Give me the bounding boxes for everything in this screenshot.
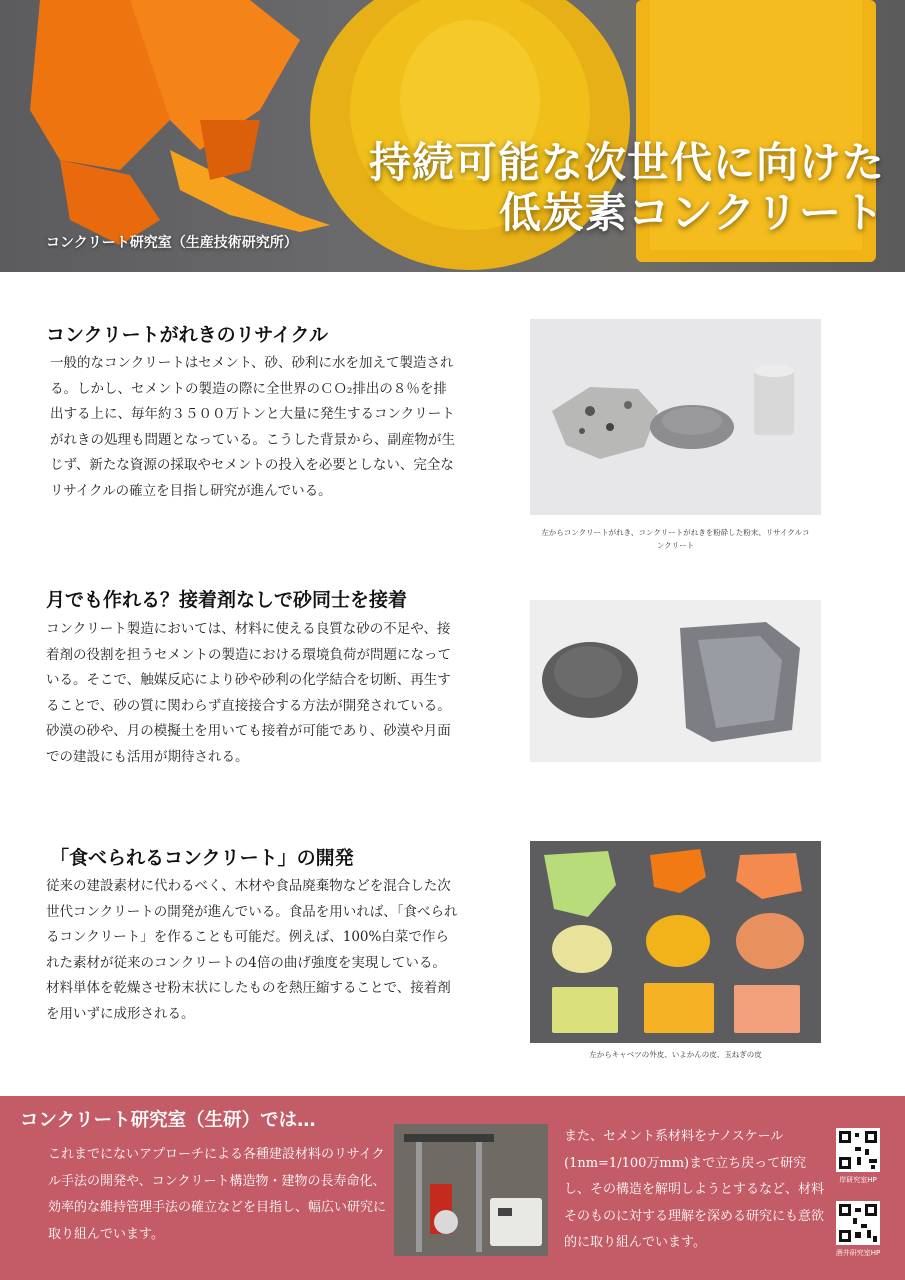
section-title-edible: 「食べられるコンクリート」の開発: [50, 847, 354, 869]
caption-edible: 左からキャベツの外皮、いよかんの皮、玉ねぎの皮: [589, 1050, 762, 1059]
hero-title-line1: 持続可能な次世代に向けた: [368, 138, 885, 187]
hero-banner: [0, 0, 905, 272]
photo-lab-equipment: [394, 1124, 548, 1256]
qr-code-kishi-lab[interactable]: [836, 1128, 880, 1172]
section-title-moon: 月でも作れる？接着剤なしで砂同士を接着: [46, 589, 408, 611]
qr-code-sakai-lab[interactable]: [836, 1201, 880, 1245]
photo-sand-bonding: [530, 600, 821, 762]
photo-food-concrete: [530, 841, 821, 1043]
section-body-edible: 従来の建設素材に代わるべく、木材や食品廃棄物などを混合した次世代コンクリートの開発が進んでいる。食品を用いれば、「食べられるコンクリート」を作ることも可能だ。例えば、100%白菜で作られた素材が従来のコンクリートの4倍の曲げ強度を実現している。材料単体を乾燥させ粉末状にしたものを熱圧縮することで、接着剤を用いずに成形される。: [46, 878, 458, 1022]
hero-title: [369, 138, 885, 238]
footer-title: コンクリート研究室（生研）では…: [20, 1110, 316, 1131]
section-body-moon: コンクリート製造においては、材料に使える良質な砂の不足や、接着剤の役割を担うセメントの製造における環境負荷が問題になっている。そこで、触媒反応により砂や砂利の化学結合を切断、再生することで、砂の質に関わらず直接接合する方法が開発されている。砂漠の砂や、月の模擬土を用いても接着が可能であり、砂漠や月面での建設にも活用が期待される。: [46, 621, 451, 765]
qr2-label: 酒井研究室HP: [835, 1249, 881, 1257]
lab-name: コンクリート研究室（生産技術研究所）: [46, 235, 298, 251]
section-body-recycle: 一般的なコンクリートはセメント、砂、砂利に水を加えて製造される。しかし、セメントの製造の際に全世界のＣＯ₂排出の８％を排出する上に、毎年約３５００万トンと大量に発生するコンクリートがれきの処理も問題となっている。こうした背景から、副産物が生じず、新たな資源の採取やセメントの投入を必要としない、完全なリサイクルの確立を目指し研究が進んでいる。: [50, 355, 455, 499]
footer-right-text: また、セメント系材料をナノスケール(1nm=1/100万mm)まで立ち戻って研究し、その構造を解明しようとするなど、材料そのものに対する理解を深める研究にも意欲的に取り組んでいます。: [564, 1129, 825, 1250]
footer-left-text: これまでにないアプローチによる各種建設材料のリサイクル手法の開発や、コンクリート構造物・建物の長寿命化、効率的な維持管理手法の確立などを目指し、幅広い研究に取り組んでいます。: [48, 1147, 387, 1242]
qr1-label: 岸研究室HP: [839, 1176, 877, 1184]
photo-recycled-concrete: [530, 319, 821, 515]
section-title-recycle: コンクリートがれきのリサイクル: [46, 324, 328, 346]
caption-recycle: 左からコンクリートがれき、コンクリートがれきを粉砕した粉末、リサイクルコンクリート: [541, 528, 810, 550]
hero-title-line2: 低炭素コンクリート: [498, 188, 885, 237]
